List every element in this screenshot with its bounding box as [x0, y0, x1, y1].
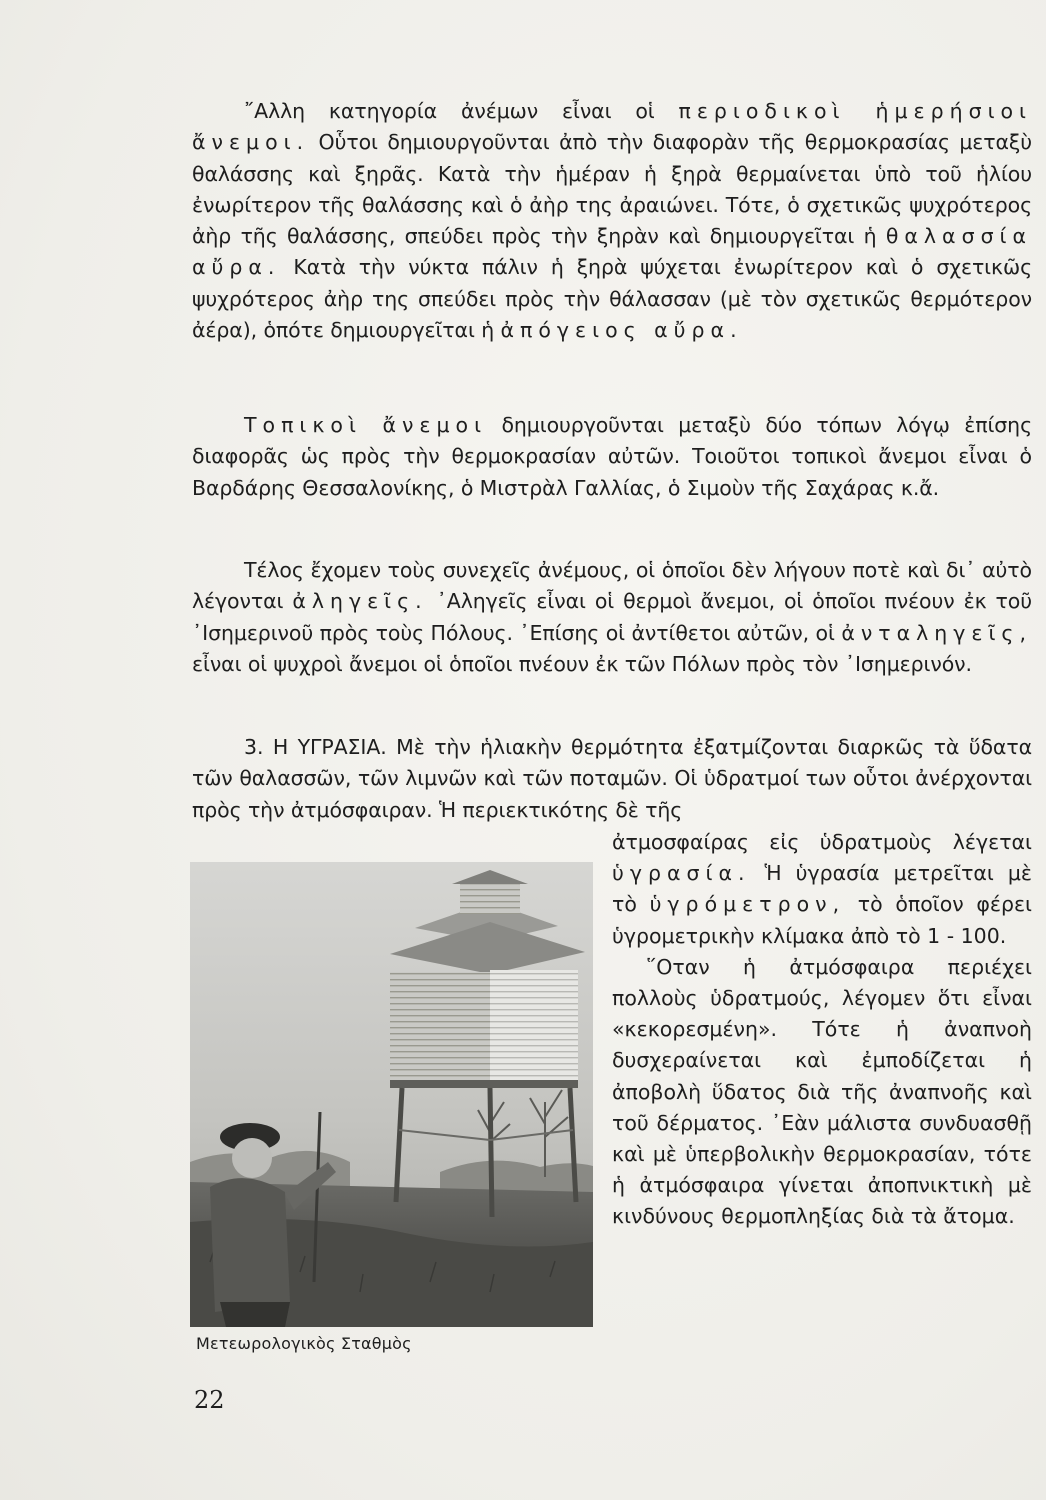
- term-periodic-winds: περιοδικοὶ ἡμερήσιοι ἄνεμοι.: [192, 99, 1032, 155]
- right-text: ἀτμοσφαίρας εἰς ὑδρατμοὺς λέγεται: [612, 830, 1032, 854]
- term-local-winds: Τοπικοὶ ἄνεμοι: [244, 413, 488, 437]
- weather-station-illustration: [190, 862, 593, 1327]
- right-text-saturated: ῞Οταν ἡ ἀτμόσφαιρα περιέχει πολλοὺς ὑδρατμούς, λέγομεν ὅτι εἶναι «κεκορεσμένη». Τότε ἡ ἀναπνοὴ δυσχεραίνεται καὶ ἐμποδίζεται ἡ ἀποβολὴ ὕδατος διὰ τῆς ἀναπνοῆς καὶ τοῦ δέρματος. ᾽Εὰν μάλιστα συνδυασθῇ καὶ μὲ ὑπερβολικὴν θερμοκρασίαν, τότε ἡ ἀτμόσφαιρα γίνεται ἀποπνικτικὴ μὲ κινδύνους θερμοπληξίας διὰ τὰ ἄτομα.: [612, 954, 1032, 1229]
- paragraph-humidity: [192, 732, 1032, 826]
- page-number: 22: [194, 1386, 225, 1414]
- term-trade-winds: ἀληγεῖς.: [292, 589, 428, 614]
- right-text-3: τὸ ὁποῖον φέρει ὑγρομετρικὴν κλίμακα ἀπὸ τὸ 1 - 100.: [612, 892, 1032, 948]
- para2-text: δημιουργοῦνται μεταξὺ δύο τόπων λόγῳ ἐπίσης διαφορᾶς ὡς πρὸς τὴν θερμοκρασίαν αὐτῶν. Τοιοῦτοι τοπικοὶ ἄνεμοι εἶναι ὁ Βαρδάρης Θεσσαλονίκης, ὁ Μιστρὰλ Γαλλίας, ὁ Σιμοὺν τῆς Σαχάρας κ.ἄ.: [192, 413, 1032, 500]
- para3-text-2: ᾽Αληγεῖς εἶναι οἱ θερμοὶ ἄνεμοι, οἱ ὁποῖοι πνέουν ἐκ τοῦ ᾽Ισημερινοῦ πρὸς τοὺς Πόλους. ᾽Επίσης οἱ ἀντίθετοι αὐτῶν, οἱ: [192, 589, 1032, 645]
- weather-station-photo: [190, 862, 593, 1327]
- para4-text: Μὲ τὴν ἡλιακὴν θερμότητα ἐξατμίζονται διαρκῶς τὰ ὕδατα τῶν θαλασσῶν, τῶν λιμνῶν καὶ τῶν ποταμῶν. Οἱ ὑδρατμοί των οὗτοι ἀνέρχονται πρὸς τὴν ἀτμόσφαιραν. Ἡ περιεκτικότης δὲ τῆς: [192, 735, 1032, 822]
- para1-intro: ῎Αλλη κατηγορία ἀνέμων εἶναι οἱ: [244, 99, 655, 123]
- section-heading-humidity: 3. Η ΥΓΡΑΣΙΑ.: [244, 735, 387, 759]
- right-text-2: Ἡ ὑγρασία μετρεῖται μὲ τὸ: [612, 861, 1032, 917]
- paragraph-local-winds: [192, 410, 1032, 504]
- paragraph-constant-winds: [192, 555, 1032, 680]
- para1-text: Οὗτοι δημιουργοῦνται ἀπὸ τὴν διαφορὰν τῆς θερμοκρασίας μεταξὺ θαλάσσης καὶ ξηρᾶς. Κατὰ τὴν ἡμέραν ἡ ξηρὰ θερμαίνεται ὑπὸ τοῦ ἡλίου ἐνωρίτερον τῆς θαλάσσης καὶ ὁ ἀὴρ της ἀραιώνει. Τότε, ὁ σχετικῶς ψυχρότερος ἀὴρ τῆς θαλάσσης, σπεύδει πρὸς τὴν ξηρὰν καὶ δημιουργεῖται ἡ: [192, 130, 1032, 249]
- para3-text-3: εἶναι οἱ ψυχροὶ ἄνεμοι οἱ ὁποῖοι πνέουν ἐκ τῶν Πόλων πρὸς τὸν ᾽Ισημερινόν.: [192, 651, 972, 676]
- term-anti-trade-winds: ἀνταληγεῖς,: [841, 620, 1032, 645]
- para1-text-night: Κατὰ τὴν νύκτα πάλιν ἡ ξηρὰ ψύχεται ἐνωρίτερον καὶ ὁ σχετικῶς ψυχρότερος ἀὴρ της σπεύδει πρὸς τὴν θάλασσαν (μὲ τὸν σχετικῶς θερμότερον ἀέρα), ὁπότε δημιουργεῖται ἡ: [192, 255, 1032, 343]
- photo-caption: Μετεωρολογικὸς Σταθμὸς: [196, 1334, 412, 1353]
- term-hygrometer: ὑγρόμετρον,: [649, 892, 846, 917]
- term-humidity: ὑγρασία.: [612, 861, 751, 886]
- term-land-breeze: ἀπόγειος αὔρα.: [500, 318, 743, 343]
- right-column-text: [612, 827, 1032, 1233]
- term-sea-breeze: θαλασσία αὔρα.: [192, 224, 1033, 280]
- para3-text: Τέλος ἔχομεν τοὺς συνεχεῖς ἀνέμους, οἱ ὁποῖοι δὲν λήγουν ποτὲ καὶ δι᾽ αὐτὸ λέγονται: [192, 558, 1032, 614]
- paragraph-periodic-winds: [192, 96, 1032, 346]
